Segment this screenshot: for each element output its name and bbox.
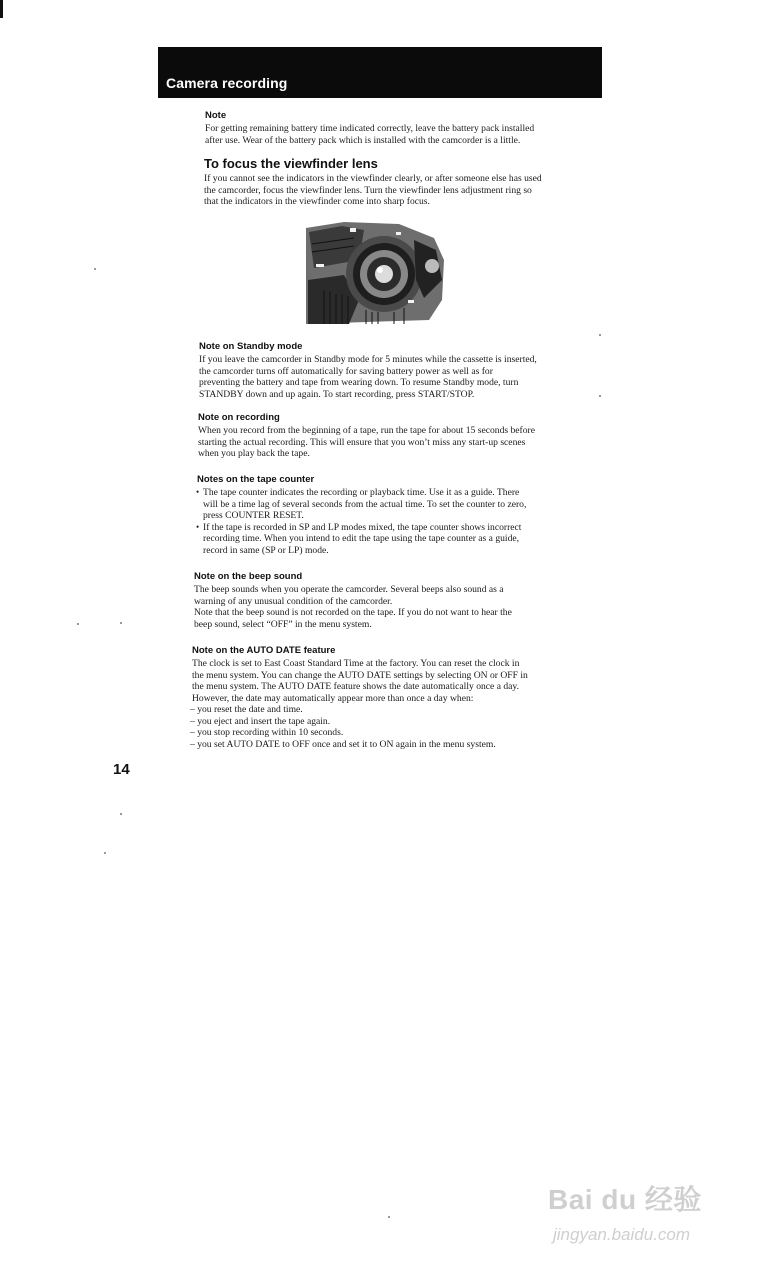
scan-speck — [388, 1216, 390, 1218]
recording-heading: Note on recording — [198, 412, 280, 423]
counter-list — [197, 487, 597, 557]
beep-text: The beep sounds when you operate the camcorder. Several beeps also sound as a warning of any unusual condition of the camcorder. Note that the beep sound is not recorded on the tape. If you do not want to hear the beep sound, select “OFF” in the menu system. — [194, 584, 512, 630]
beep-heading: Note on the beep sound — [194, 571, 303, 582]
autodate-list — [190, 704, 590, 750]
counter-heading: Notes on the tape counter — [197, 474, 315, 485]
camcorder-viewfinder-photo-icon — [304, 220, 445, 326]
page-edge-mark — [0, 0, 3, 18]
baidu-watermark-logo: Bai du 经验 — [548, 1184, 702, 1215]
list-item: • If the tape is recorded in SP and LP modes mixed, the tape counter shows incorrect recording time. When you intend to edit the tape using the tape counter as a guide, record in same (SP or LP) mode. — [197, 522, 597, 557]
scan-speck — [77, 623, 79, 625]
note-battery-text: For getting remaining battery time indicated correctly, leave the battery pack installed after use. Wear of the battery pack which is installed with the camcorder is a little. — [205, 123, 535, 146]
autodate-text: The clock is set to East Coast Standard Time at the factory. You can reset the clock in the menu system. You can change the AUTO DATE settings by selecting ON or OFF in the menu system. The AUTO DATE feature shows the date automatically once a day. However, the date may automatically appear more than once a day when: — [192, 658, 528, 704]
scan-speck — [120, 813, 122, 815]
watermark-url: jingyan.baidu.com — [553, 1225, 691, 1244]
scan-speck — [599, 334, 601, 336]
scan-speck — [120, 622, 122, 624]
recording-text: When you record from the beginning of a tape, run the tape for about 15 seconds before starting the actual recording. This will ensure that you won’t miss any start-up scenes when you play back the tape. — [198, 425, 535, 460]
focus-heading: To focus the viewfinder lens — [204, 156, 378, 171]
standby-text: If you leave the camcorder in Standby mode for 5 minutes while the cassette is inserted, the camcorder turns off automatically for saving battery power as well as for preventing the battery and tape from wearing down. To resume Standby mode, turn STANDBY down and up again. To start recording, press START/STOP. — [199, 354, 537, 400]
scan-speck — [599, 395, 601, 397]
autodate-heading: Note on the AUTO DATE feature — [192, 645, 336, 656]
scan-speck — [94, 268, 96, 270]
standby-heading: Note on Standby mode — [199, 341, 303, 352]
section-title: Camera recording — [166, 75, 288, 91]
list-item: – you eject and insert the tape again. — [190, 715, 331, 727]
list-item: • The tape counter indicates the recording or playback time. Use it as a guide. There will be a time lag of several seconds from the actual time. To set the counter to zero, press COUNTER RESET. — [197, 487, 597, 522]
list-item: – you set AUTO DATE to OFF once and set it to ON again in the menu system. — [190, 738, 496, 750]
focus-text: If you cannot see the indicators in the viewfinder clearly, or after someone else has used the camcorder, focus the viewfinder lens. Turn the viewfinder lens adjustment ring so that the indicators in the viewfinder come into sharp focus. — [204, 173, 542, 208]
scan-speck — [104, 852, 106, 854]
page-number: 14 — [113, 761, 130, 778]
list-item: – you reset the date and time. — [190, 704, 303, 715]
note-heading: Note — [205, 110, 227, 121]
list-item: – you stop recording within 10 seconds. — [190, 727, 344, 739]
